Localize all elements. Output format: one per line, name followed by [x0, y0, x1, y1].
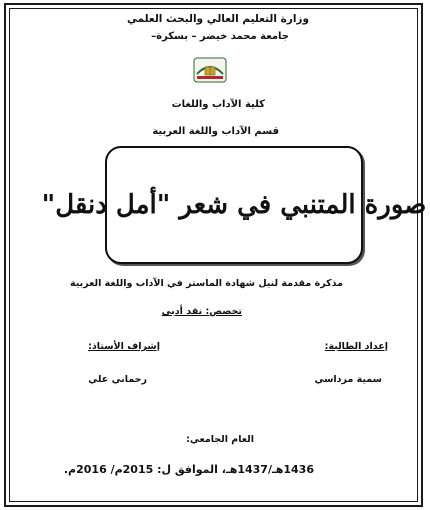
department-line: قسم الآداب واللغة العربية [152, 126, 279, 137]
supervisor-label: إشراف الأستاذ: [88, 341, 160, 352]
specialty-label: تخصص: [205, 306, 242, 317]
thesis-title: صورة المتنبي في شعر "أمل دنقل" [41, 190, 427, 220]
academic-year-label: العام الجامعي: [186, 434, 254, 445]
title-frame [41, 146, 427, 264]
memo-line: مذكرة مقدمة لنيل شهادة الماستر في الآداب واللغة العربية [70, 278, 343, 289]
student-name: سمية مرداسي [314, 374, 382, 385]
prepared-by-label: إعداد الطالبة: [324, 341, 388, 352]
faculty-line: كلية الآداب واللغات [171, 99, 265, 110]
academic-year-value: 1436هـ/1437هـ، الموافق ل: 2015م/ 2016م. [63, 463, 314, 476]
specialty-value: نقد أدبي [161, 306, 203, 317]
university-line: جامعة محمد خيضر – بسكرة– [151, 31, 289, 42]
ministry-line: وزارة التعليم العالي والبحث العلمي [126, 13, 309, 25]
specialty-line [162, 306, 242, 317]
university-seal-icon [193, 57, 227, 83]
supervisor-name: رحماني علي [88, 374, 147, 385]
